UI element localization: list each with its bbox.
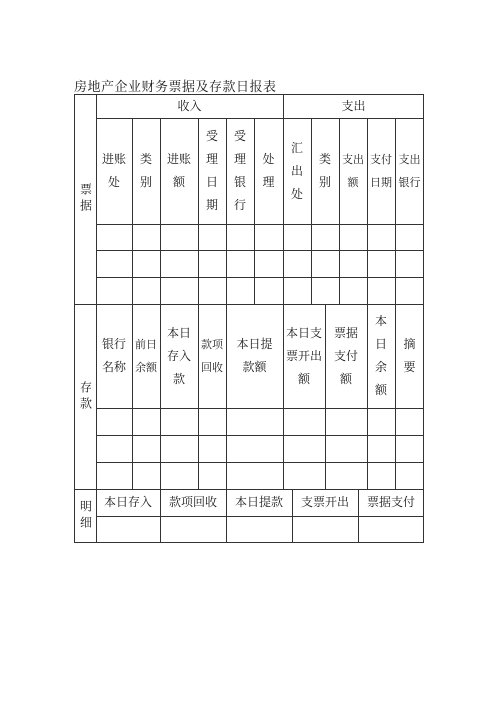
- col-zhaiyao: 摘要: [403, 337, 416, 374]
- col-benri-cunru: 本日存入款: [166, 325, 191, 386]
- report-title: 房地产企业财务票据及存款日报表: [74, 80, 277, 95]
- col-benri-yue: 本日余额: [374, 314, 387, 397]
- col-kuanxiang-huishou: 款项回收: [201, 338, 223, 374]
- col-shouli-yinhang: 受理银行: [233, 129, 246, 212]
- col-benri-tikuan: 本日提款额: [236, 337, 273, 374]
- detail-zhipiao-kaichu: 支票开出: [300, 495, 349, 509]
- section-label-mingxi: 明细: [78, 500, 93, 532]
- detail-benri-tikuan: 本日提款: [234, 495, 283, 509]
- col-piaoju-zhifu: 票据支付额: [333, 325, 358, 386]
- detail-benri-cunru: 本日存入: [103, 495, 152, 509]
- detail-kuanxiang-huishou: 款项回收: [168, 495, 217, 509]
- col-chuli: 处理: [262, 152, 275, 189]
- col-yinhang-mingcheng: 银行名称: [101, 337, 126, 374]
- col-zhifu-riqi: 支付日期: [370, 153, 392, 189]
- group-expense: 支出: [341, 98, 366, 113]
- col-leibie-in: 类别: [139, 152, 152, 189]
- section-label-cunkuan: 存款: [78, 380, 93, 413]
- col-shouli-riqi: 受理日期: [205, 129, 218, 212]
- col-huichu-chu: 汇出处: [290, 140, 303, 201]
- col-qianri-yue: 前日余额: [135, 338, 157, 374]
- col-zhipiao-kaichu: 本日支票开出额: [285, 325, 322, 386]
- col-jinzhang-chu: 进账处: [101, 152, 126, 189]
- detail-piaoju-zhifu: 票据支付: [366, 495, 415, 509]
- col-zhichu-yinhang: 支出银行: [398, 153, 421, 189]
- section-label-piaoju: 票据: [78, 183, 93, 215]
- group-income: 收入: [177, 98, 202, 113]
- col-leibie-out: 类别: [318, 152, 331, 189]
- col-jinzhang-e: 进账额: [166, 152, 191, 189]
- col-zhichu-e: 支出额: [342, 153, 364, 189]
